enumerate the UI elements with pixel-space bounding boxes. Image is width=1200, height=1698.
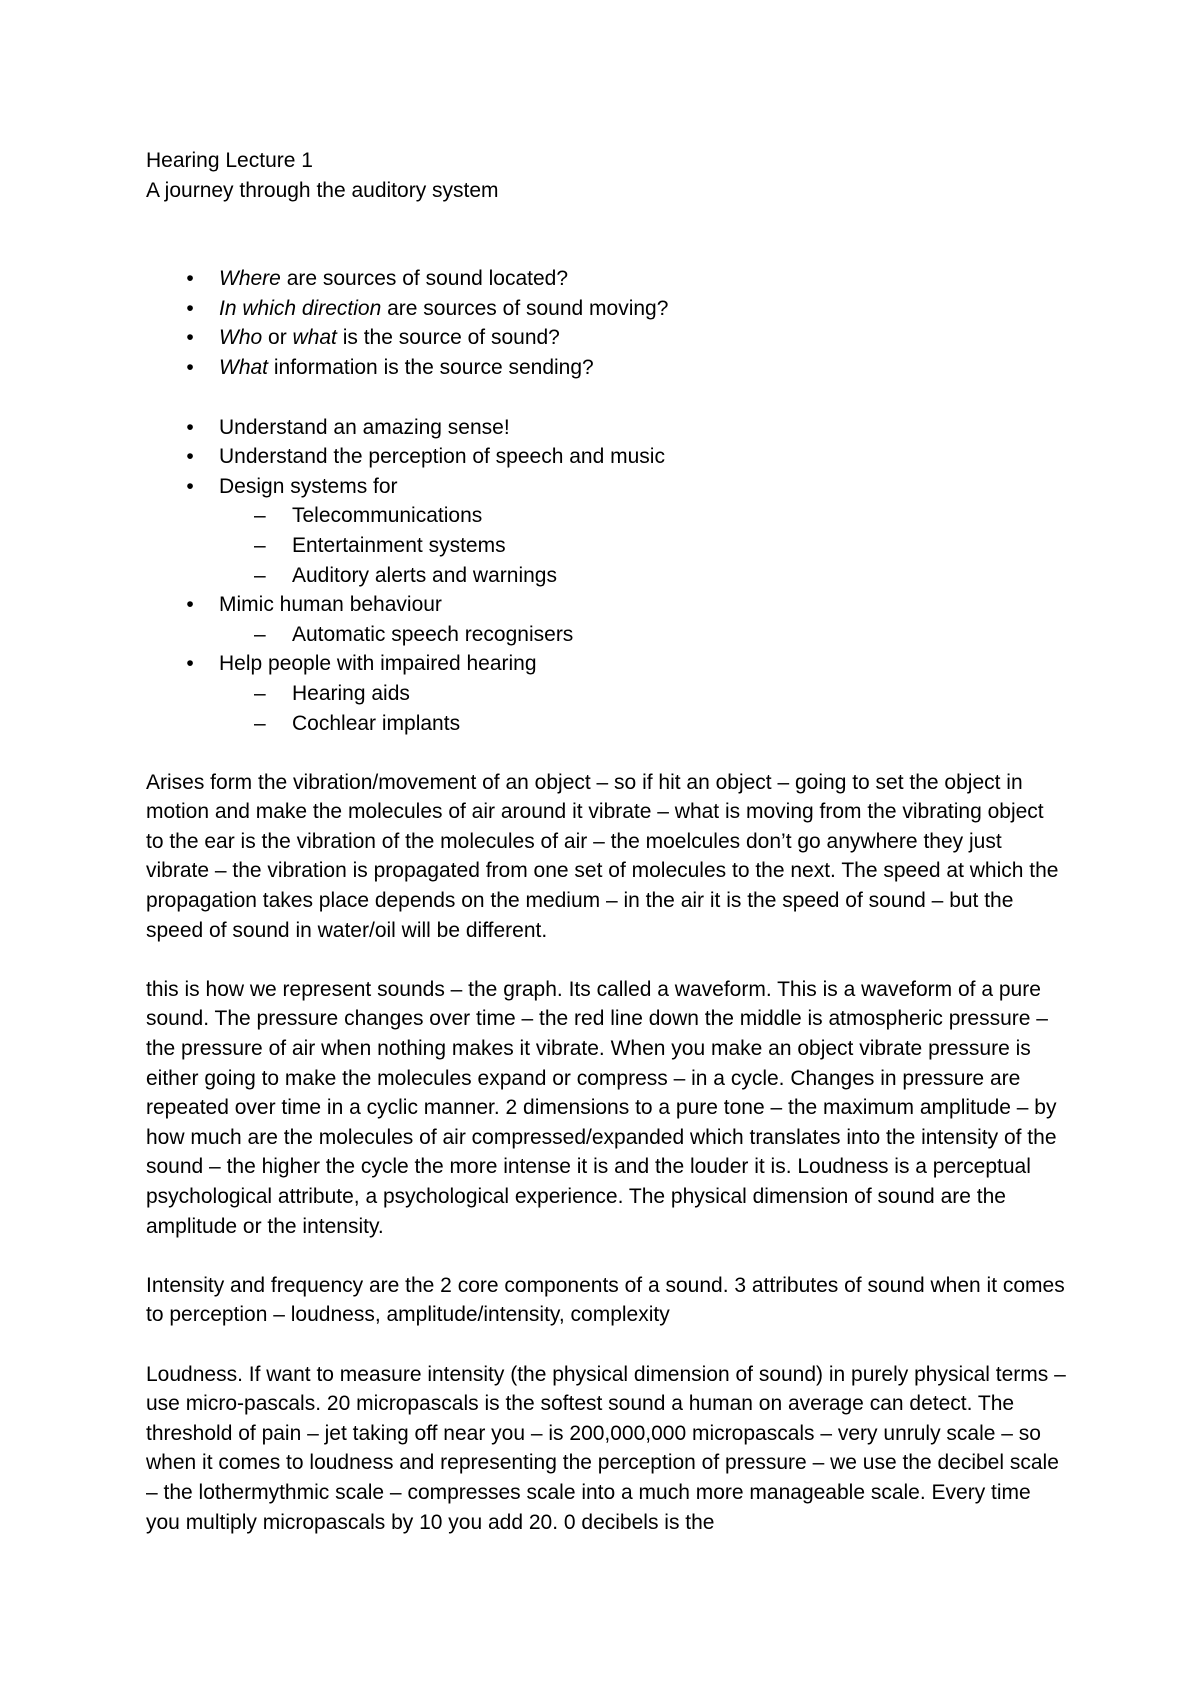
- sub-list: [219, 679, 1066, 738]
- bullet-icon: •: [186, 415, 194, 439]
- paragraph-waveform: this is how we represent sounds – the graph. Its called a waveform. This is a waveform of a pure sound. The pressure changes over time – the red line down the middle is atmospheric pressure – the pressure of air when nothing makes it vibrate. When you make an object vibrate pressure is either going to make the molecules expand or compress – in a cycle. Changes in pressure are repeated over time in a cyclic manner. 2 dimensions to a pure tone – the maximum amplitude – by how much are the molecules of air compressed/expanded which translates into the intensity of the sound – the higher the cycle the more intense it is and the louder it is. Loudness is a perceptual psychological attribute, a psychological experience. The physical dimension of sound are the amplitude or the intensity.: [146, 977, 1057, 1238]
- list-item: • In which direction are sources of sound moving?: [146, 294, 1066, 324]
- list-item: • Help people with impaired hearing – Hearing aids – Cochlear implants: [146, 649, 1066, 738]
- bullet-icon: •: [186, 355, 194, 379]
- list-item: • Mimic human behaviour – Automatic speech recognisers: [146, 590, 1066, 649]
- sub-list-item: – Automatic speech recognisers: [146, 620, 1066, 650]
- questions-list: [146, 264, 1066, 382]
- dash-icon: –: [254, 533, 266, 557]
- bullet-icon: •: [186, 296, 194, 320]
- sub-list-item: – Cochlear implants: [146, 709, 1066, 739]
- dash-icon: –: [254, 622, 266, 646]
- bullet-icon: •: [186, 593, 194, 617]
- document-page: [146, 146, 1066, 1537]
- dash-icon: –: [254, 681, 266, 705]
- bullet-icon: •: [186, 326, 194, 350]
- sub-list: [219, 501, 1066, 590]
- list-item: • What information is the source sending?: [146, 353, 1066, 383]
- bullet-icon: •: [186, 474, 194, 498]
- sub-list-item: – Entertainment systems: [146, 531, 1066, 561]
- sub-list: [219, 620, 1066, 650]
- document-title: Hearing Lecture 1: [146, 149, 313, 172]
- document-subtitle: A journey through the auditory system: [146, 178, 499, 202]
- sub-list-item: – Hearing aids: [146, 679, 1066, 709]
- paragraph-intensity-frequency: Intensity and frequency are the 2 core components of a sound. 3 attributes of sound when it comes to perception – loudness, amplitude/intensity, complexity: [146, 1273, 1065, 1327]
- list-item: • Where are sources of sound located?: [146, 264, 1066, 294]
- dash-icon: –: [254, 711, 266, 735]
- sub-list-item: – Telecommunications: [146, 501, 1066, 531]
- goals-list: [146, 413, 1066, 739]
- list-item: • Understand an amazing sense!: [146, 413, 1066, 443]
- paragraph-vibration: Arises form the vibration/movement of an object – so if hit an object – going to set the object in motion and make the molecules of air around it vibrate – what is moving from the vibrating object to the ear is the vibration of the molecules of air – the moelcules don’t go anywhere they just vibrate – the vibration is propagated from one set of molecules to the next. The speed at which the propagation takes place depends on the medium – in the air it is the speed of sound – but the speed of sound in water/oil will be different.: [146, 770, 1059, 942]
- dash-icon: –: [254, 504, 266, 528]
- list-item: • Design systems for – Telecommunications – Entertainment systems – Auditory alerts and warnings: [146, 472, 1066, 590]
- bullet-icon: •: [186, 652, 194, 676]
- paragraph-loudness: Loudness. If want to measure intensity (the physical dimension of sound) in purely physical terms – use micro-pascals. 20 micropascals is the softest sound a human on average can detect. The threshold of pain – jet taking off near you – is 200,000,000 micropascals – very unruly scale – so when it comes to loudness and representing the perception of pressure – we use the decibel scale – the lothermythmic scale – compresses scale into a much more manageable scale. Every time you multiply micropascals by 10 you add 20. 0 decibels is the: [146, 1362, 1066, 1534]
- list-item: • Who or what is the source of sound?: [146, 323, 1066, 353]
- sub-list-item: – Auditory alerts and warnings: [146, 561, 1066, 591]
- bullet-icon: •: [186, 267, 194, 291]
- list-item: • Understand the perception of speech and music: [146, 442, 1066, 472]
- bullet-icon: •: [186, 445, 194, 469]
- dash-icon: –: [254, 563, 266, 587]
